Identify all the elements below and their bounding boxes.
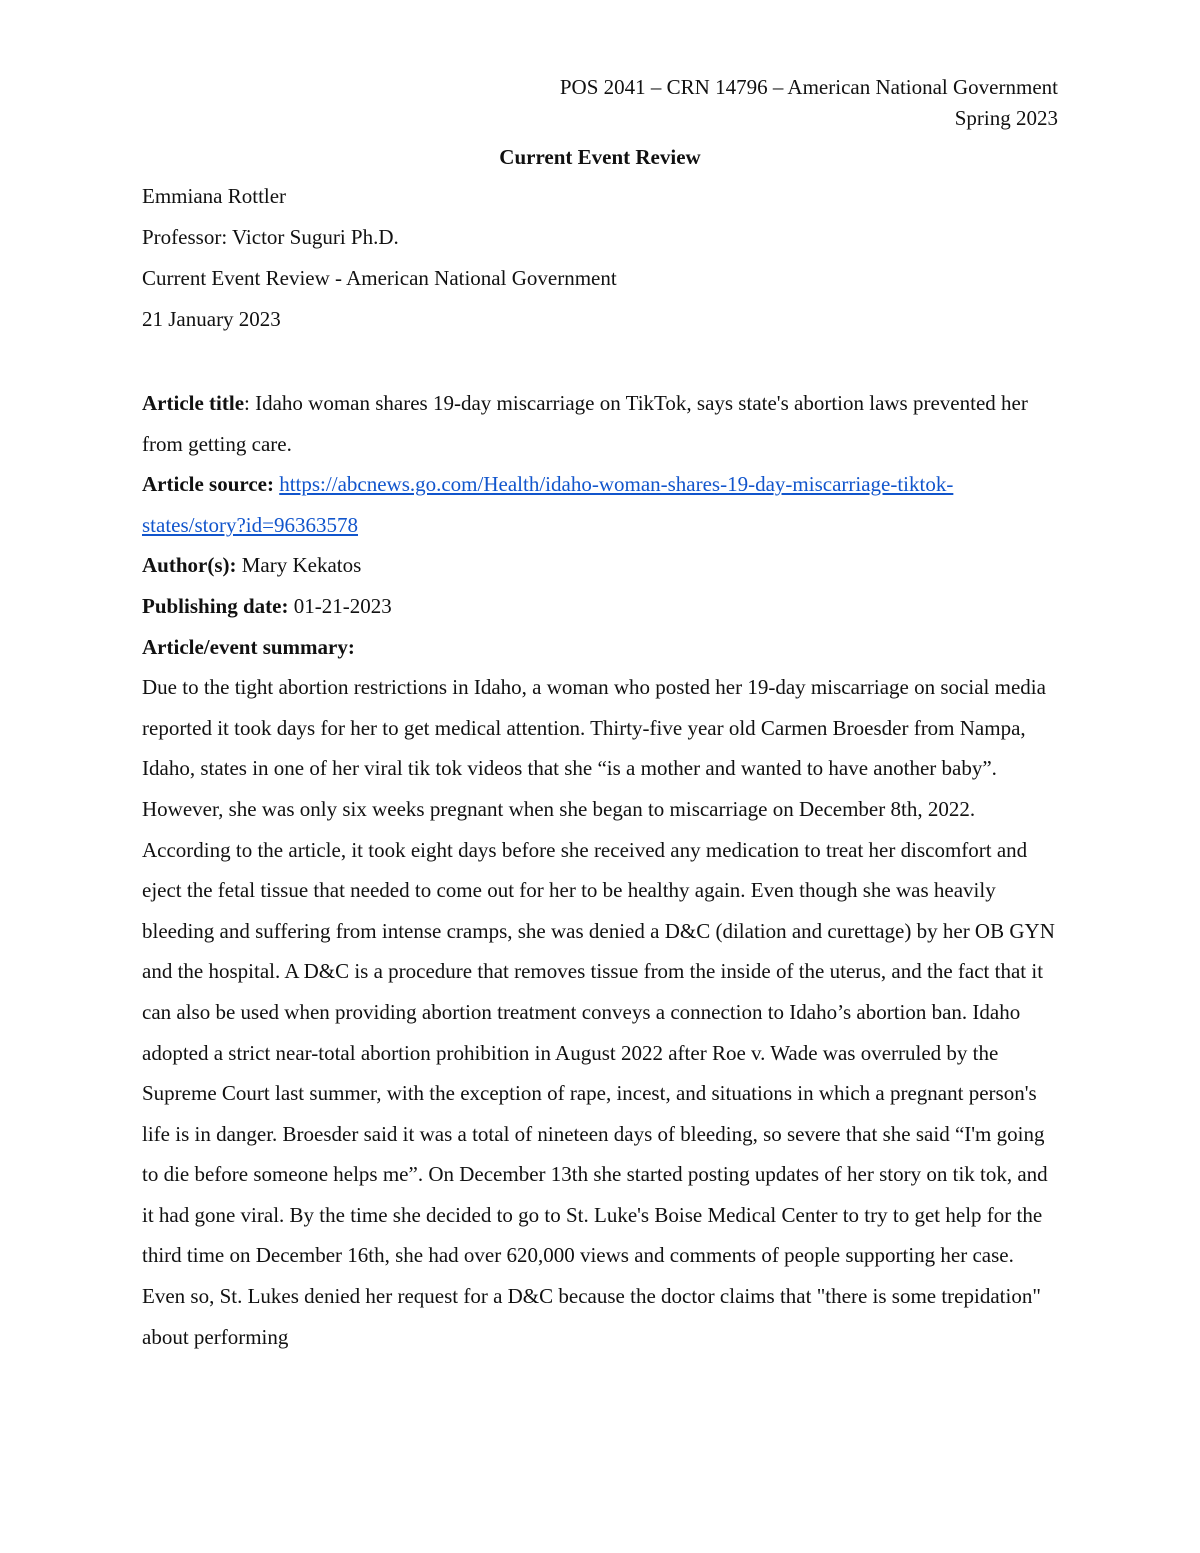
article-title-value: : Idaho woman shares 19-day miscarriage on TikTok, says state's abortion laws prevented her from getting care. bbox=[142, 391, 1028, 456]
article-section bbox=[142, 383, 1057, 1357]
submission-date: 21 January 2023 bbox=[142, 307, 281, 331]
term-line: Spring 2023 bbox=[954, 106, 1058, 130]
article-title-line bbox=[142, 383, 1057, 464]
course-line: POS 2041 – CRN 14796 – American National Government bbox=[559, 75, 1058, 99]
author-label: Author(s): bbox=[142, 553, 237, 578]
publishing-date-value: 01-21-2023 bbox=[293, 593, 392, 618]
course-header bbox=[560, 72, 1058, 134]
article-source-label: Article source: bbox=[142, 472, 274, 497]
student-name: Emmiana Rottler bbox=[142, 184, 287, 208]
author-value: Mary Kekatos bbox=[241, 553, 362, 578]
meta-block bbox=[142, 181, 617, 345]
publishing-date-label: Publishing date: bbox=[142, 593, 289, 618]
summary-label-line bbox=[142, 627, 1057, 668]
summary-paragraph: Due to the tight abortion restrictions in Idaho, a woman who posted her 19-day miscarriage on social media reported it took days for her to get medical attention. Thirty-five year old Carmen Broesder from Nampa, Idaho, states in one of her viral tik tok videos that she “is a mother and wanted to have another baby”. However, she was only six weeks pregnant when she began to miscarriage on December 8th, 2022. According to the article, it took eight days before she received any medication to treat her discomfort and eject the fetal tissue that needed to come out for her to be healthy again. Even though she was heavily bleeding and suffering from intense cramps, she was denied a D&C (dilation and curettage) by her OB GYN and the hospital. A D&C is a procedure that removes tissue from the inside of the uterus, and the fact that it can also be used when providing abortion treatment conveys a connection to Idaho’s abortion ban. Idaho adopted a strict near-total abortion prohibition in August 2022 after Roe v. Wade was overruled by the Supreme Court last summer, with the exception of rape, incest, and situations in which a pregnant person's life is in danger. Broesder said it was a total of nineteen days of bleeding, so severe that she said “I'm going to die before someone helps me”. On December 13th she started posting updates of her story on tik tok, and it had gone viral. By the time she decided to go to St. Luke's Boise Medical Center to try to get help for the third time on December 16th, she had over 620,000 views and comments of people supporting her case. Even so, St. Lukes denied her request for a D&C because the doctor claims that "there is some trepidation" about performing bbox=[142, 675, 1055, 1349]
document-title: Current Event Review bbox=[499, 145, 701, 169]
assignment-name: Current Event Review - American National Government bbox=[142, 266, 617, 290]
article-source-line bbox=[142, 464, 1057, 545]
summary-label: Article/event summary: bbox=[142, 634, 355, 659]
publishing-date-line bbox=[142, 586, 1057, 627]
professor-name: Professor: Victor Suguri Ph.D. bbox=[142, 225, 399, 249]
author-line bbox=[142, 545, 1057, 586]
article-title-label: Article title bbox=[142, 391, 245, 415]
article-source-link[interactable]: https://abcnews.go.com/Health/idaho-woman-shares-19-day-miscarriage-tiktok-states/story?id=96363578 bbox=[142, 472, 954, 537]
